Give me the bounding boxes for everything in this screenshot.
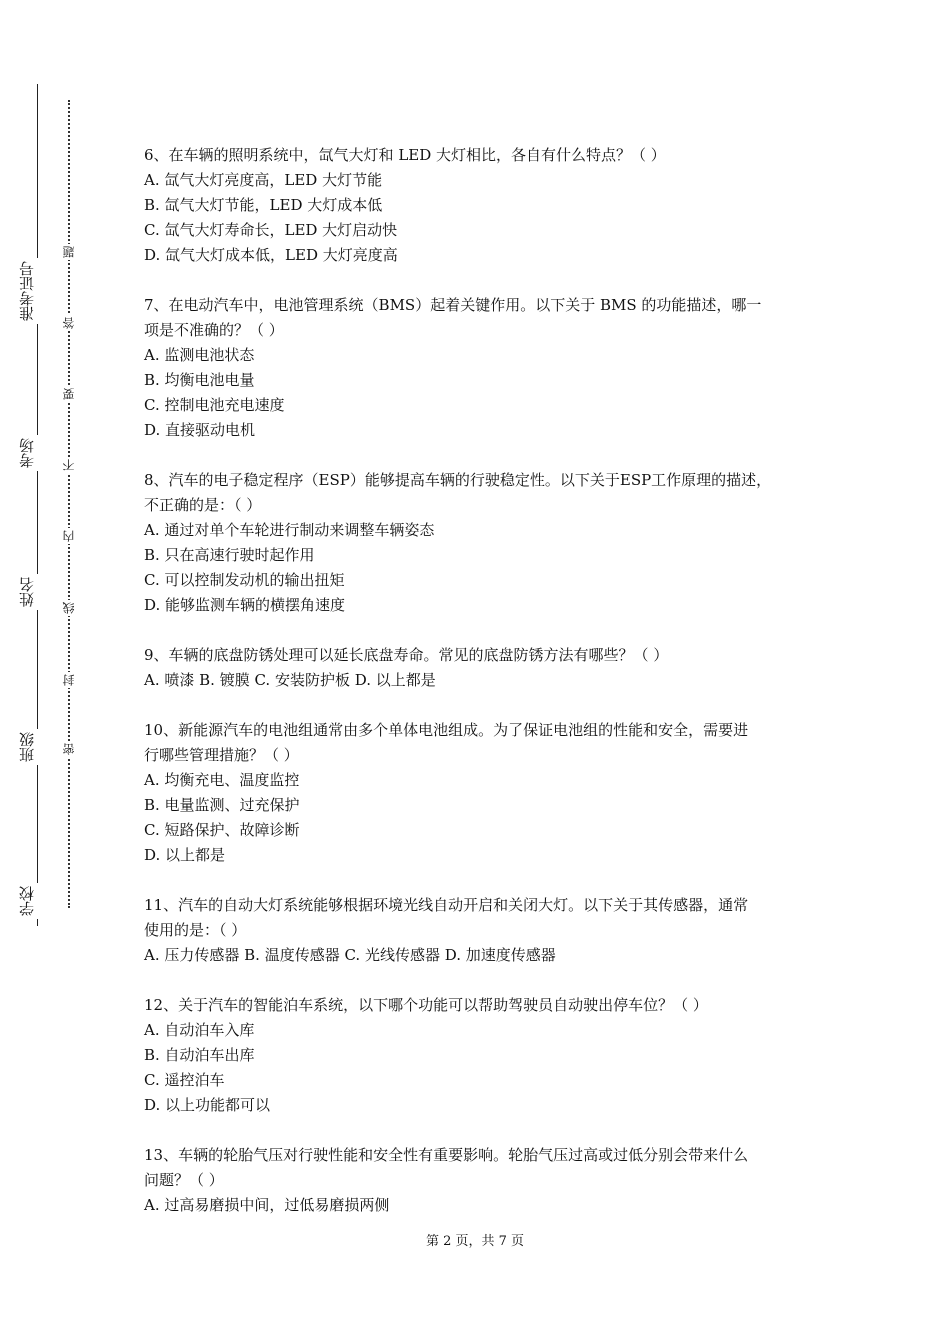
question-stem: 11、汽车的自动大灯系统能够根据环境光线自动开启和关闭大灯。以下关于其传感器，通常 <box>144 896 749 914</box>
question-7 <box>144 293 814 443</box>
admission-number-label: 准考证号 <box>20 258 54 324</box>
option-b: B. 电量监测、过充保护 <box>144 796 300 814</box>
options-inline: A. 压力传感器 B. 温度传感器 C. 光线传感器 D. 加速度传感器 <box>144 946 556 964</box>
seal-dotted-line <box>68 100 70 908</box>
question-stem: 问题？（ ） <box>144 1171 224 1189</box>
name-label: 姓名 <box>20 574 54 610</box>
seal-char: 要 <box>62 388 76 400</box>
option-c: C. 可以控制发动机的输出扭矩 <box>144 571 345 589</box>
option-a: A. 过高易磨损中间，过低易磨损两侧 <box>144 1196 390 1214</box>
question-stem: 项是不准确的？（ ） <box>144 321 284 339</box>
question-stem: 行哪些管理措施？（ ） <box>144 746 299 764</box>
option-a: A. 均衡充电、温度监控 <box>144 771 300 789</box>
question-stem: 使用的是：（ ） <box>144 921 247 939</box>
school-label: 学校 <box>20 883 54 919</box>
question-6 <box>144 143 814 268</box>
option-d: D. 直接驱动电机 <box>144 421 256 439</box>
option-b: B. 自动泊车出库 <box>144 1046 255 1064</box>
question-stem: 10、新能源汽车的电池组通常由多个单体电池组成。为了保证电池组的性能和安全，需要进 <box>144 721 749 739</box>
question-9 <box>144 643 814 693</box>
class-label: 班级 <box>20 729 54 765</box>
question-12 <box>144 993 814 1118</box>
option-a: A. 氙气大灯亮度高，LED 大灯节能 <box>144 171 383 189</box>
question-stem: 13、车辆的轮胎气压对行驶性能和安全性有重要影响。轮胎气压过高或过低分别会带来什么 <box>144 1146 749 1164</box>
option-c: C. 控制电池充电速度 <box>144 396 285 414</box>
option-b: B. 氙气大灯节能，LED 大灯成本低 <box>144 196 383 214</box>
seal-char: 不 <box>62 459 76 471</box>
option-b: B. 只在高速行驶时起作用 <box>144 546 315 564</box>
question-stem: 不正确的是：（ ） <box>144 496 262 514</box>
question-stem: 9、车辆的底盘防锈处理可以延长底盘寿命。常见的底盘防锈方法有哪些？（ ） <box>144 646 669 664</box>
question-list <box>144 143 814 1243</box>
seal-char: 题 <box>62 246 76 258</box>
option-a: A. 监测电池状态 <box>144 346 255 364</box>
options-inline: A. 喷漆 B. 镀膜 C. 安装防护板 D. 以上都是 <box>144 671 436 689</box>
option-c: C. 遥控泊车 <box>144 1071 225 1089</box>
exam-room-label: 考场 <box>20 435 54 471</box>
option-c: C. 氙气大灯寿命长，LED 大灯启动快 <box>144 221 398 239</box>
question-11 <box>144 893 814 968</box>
question-8 <box>144 468 814 618</box>
seal-char: 答 <box>62 317 76 329</box>
option-d: D. 能够监测车辆的横摆角速度 <box>144 596 346 614</box>
binding-solid-line <box>37 84 38 926</box>
option-d: D. 以上功能都可以 <box>144 1096 271 1114</box>
question-10 <box>144 718 814 868</box>
seal-char: 内 <box>62 530 76 542</box>
option-b: B. 均衡电池电量 <box>144 371 255 389</box>
question-13 <box>144 1143 814 1218</box>
seal-char: 封 <box>62 674 76 686</box>
question-stem: 6、在车辆的照明系统中，氙气大灯和 LED 大灯相比，各自有什么特点？（ ） <box>144 146 666 164</box>
option-d: D. 以上都是 <box>144 846 226 864</box>
option-c: C. 短路保护、故障诊断 <box>144 821 300 839</box>
option-d: D. 氙气大灯成本低，LED 大灯亮度高 <box>144 246 398 264</box>
question-stem: 12、关于汽车的智能泊车系统，以下哪个功能可以帮助驾驶员自动驶出停车位？（ ） <box>144 996 708 1014</box>
option-a: A. 自动泊车入库 <box>144 1021 255 1039</box>
option-a: A. 通过对单个车轮进行制动来调整车辆姿态 <box>144 521 435 539</box>
seal-char: 密 <box>62 743 76 755</box>
question-stem: 7、在电动汽车中，电池管理系统（BMS）起着关键作用。以下关于 BMS 的功能描述，哪一 <box>144 296 762 314</box>
page-number: 第 2 页，共 7 页 <box>425 1234 525 1249</box>
question-stem: 8、汽车的电子稳定程序（ESP）能够提高车辆的行驶稳定性。以下关于ESP工作原理的描述， <box>144 471 772 489</box>
seal-char: 线 <box>62 602 76 614</box>
